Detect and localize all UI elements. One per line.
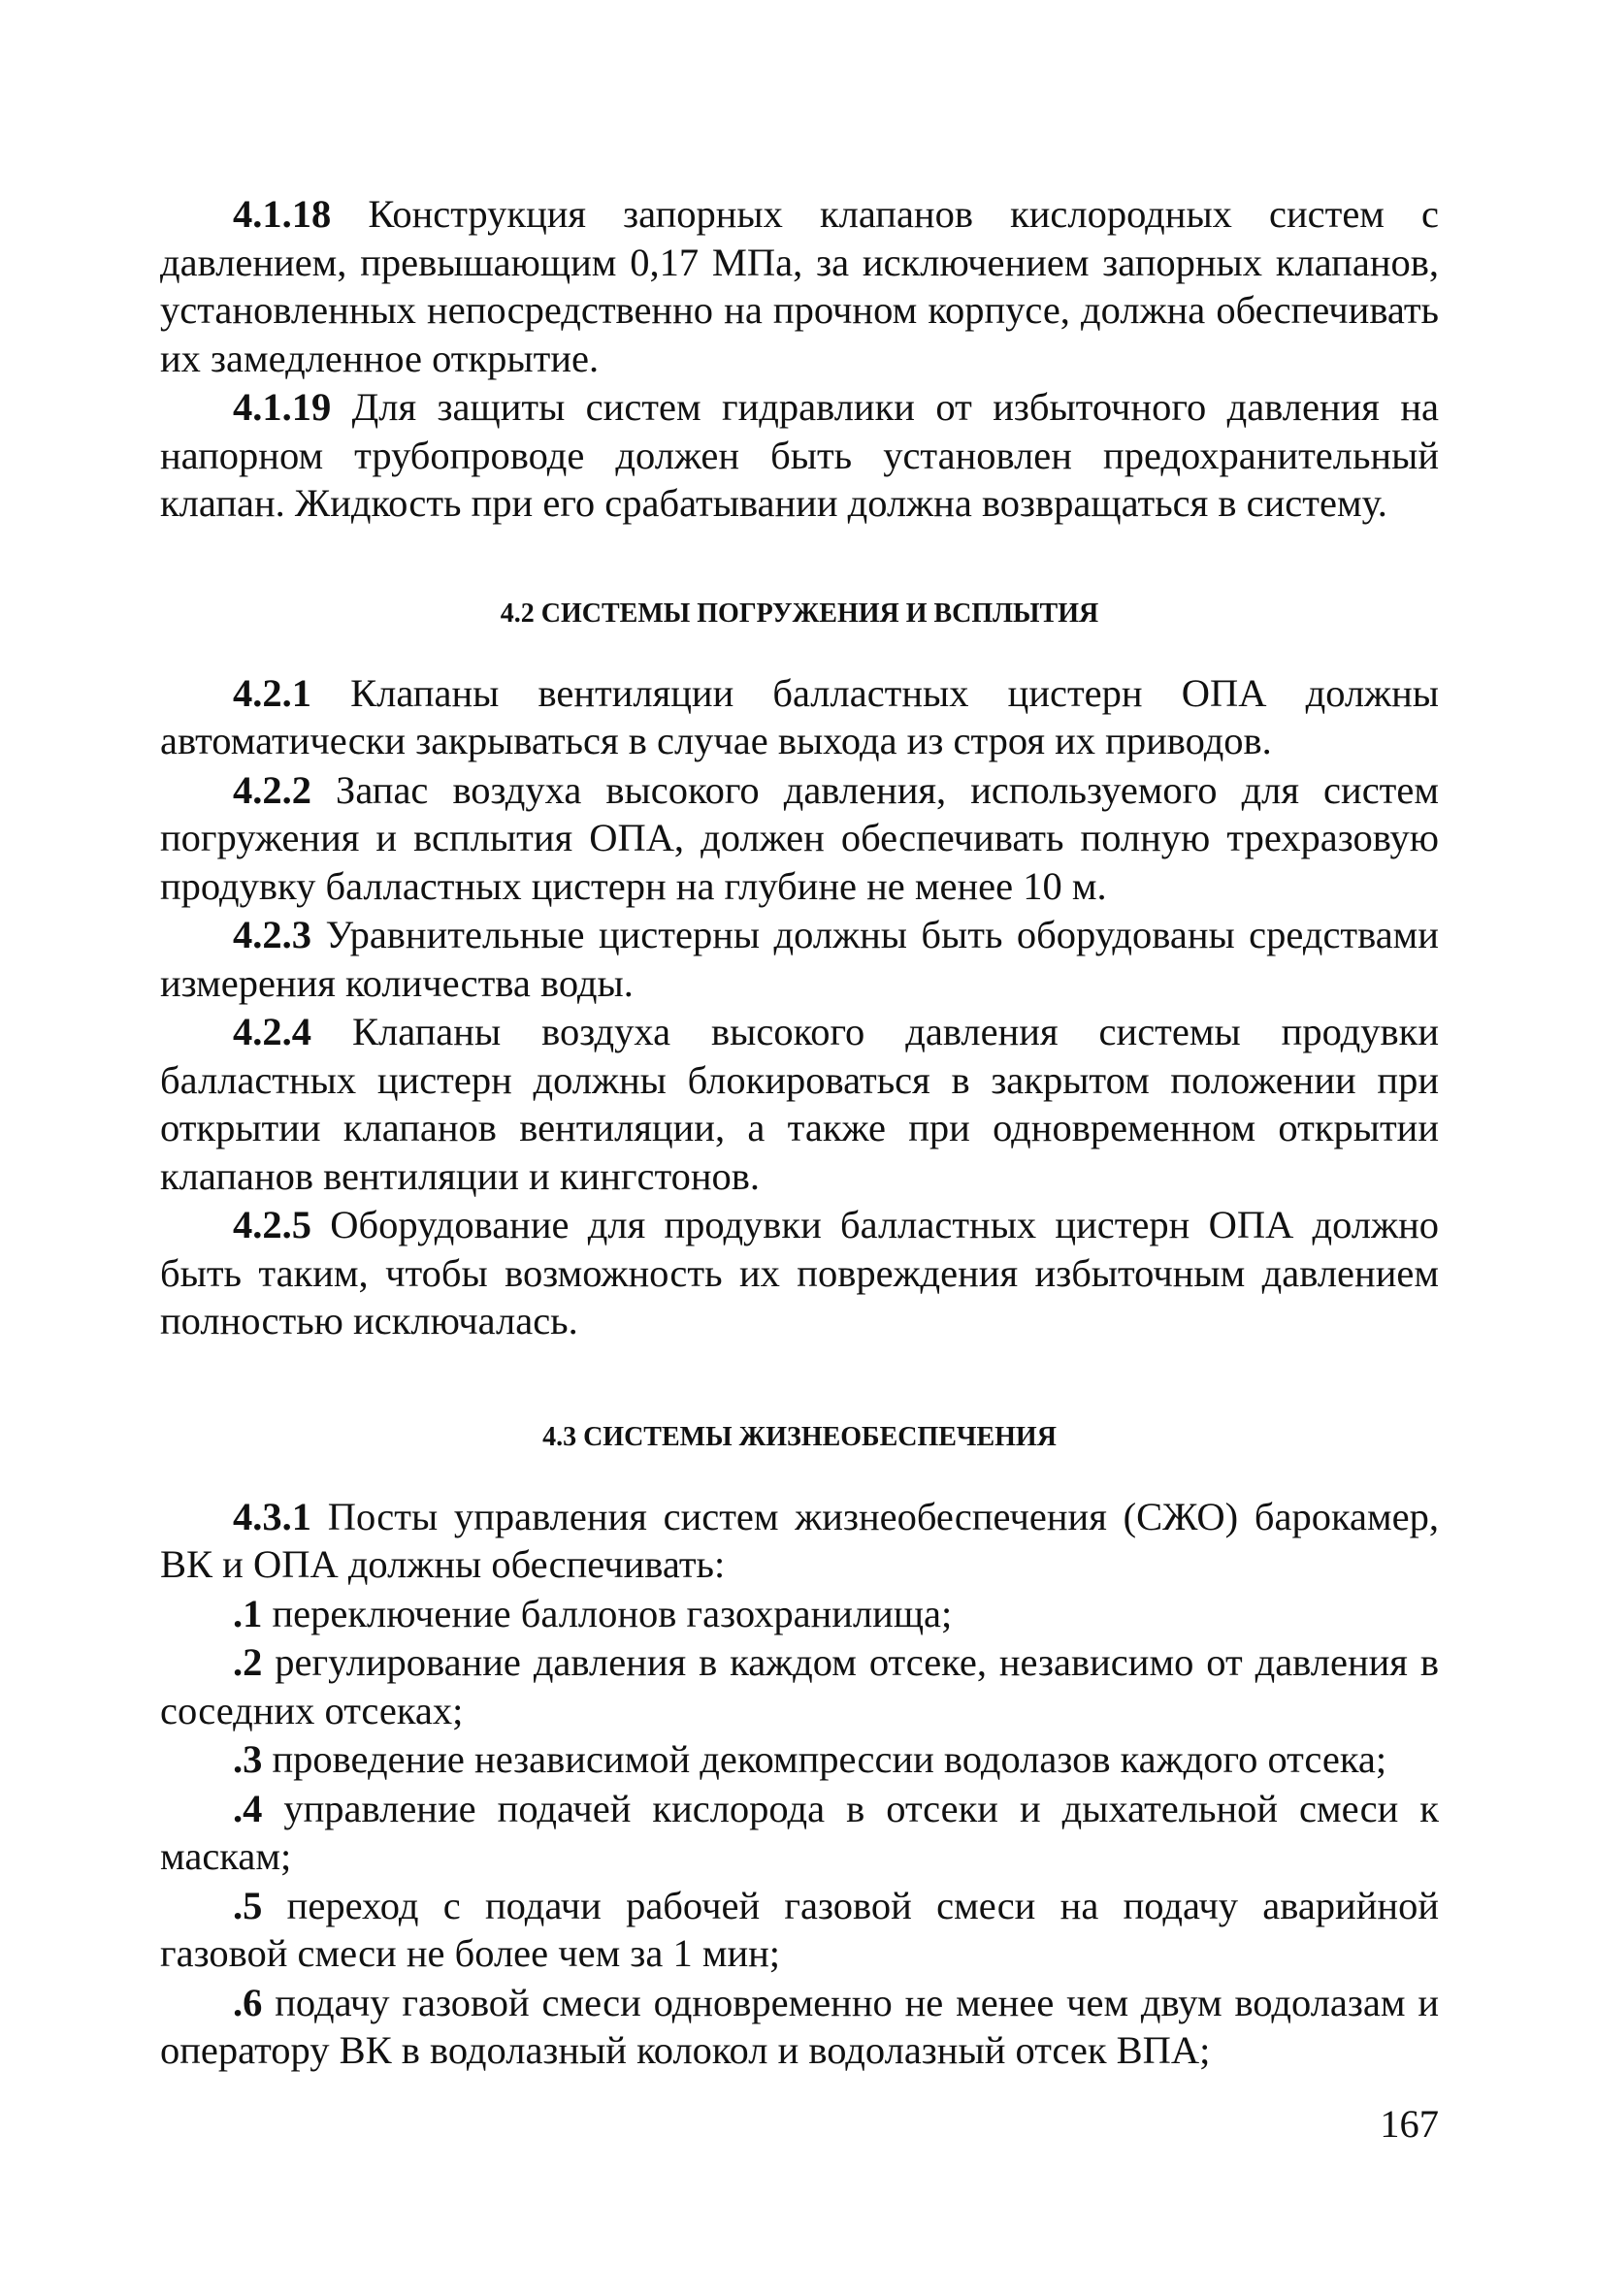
paragraph-number: 4.2.4: [233, 1010, 311, 1053]
paragraph-text: Посты управления систем жизнеобеспечения (СЖО) барокамер, ВК и ОПА должны обеспечивать:: [160, 1494, 1439, 1586]
list-item-5: [160, 1882, 1439, 1978]
list-item-6: [160, 1979, 1439, 2075]
paragraph-number: 4.2.1: [233, 670, 311, 715]
paragraph-4-1-19: [160, 383, 1439, 528]
paragraph-text: Оборудование для продувки балластных цистерн ОПА должно быть таким, чтобы возможность их повреждения избыточным давлением полностью исключалась.: [160, 1203, 1439, 1342]
page-number: 167: [1380, 2102, 1439, 2146]
paragraph-4-2-4: [160, 1008, 1439, 1200]
list-item-text: переход с подачи рабочей газовой смеси на подачу аварийной газовой смеси не более чем за 1 мин;: [160, 1883, 1439, 1975]
list-item-1: [160, 1590, 1439, 1638]
paragraph-number: 4.1.18: [233, 192, 332, 236]
list-item-number: .2: [233, 1640, 263, 1684]
paragraph-number: 4.3.1: [233, 1494, 311, 1538]
section-heading-4-2: 4.2 СИСТЕМЫ ПОГРУЖЕНИЯ И ВСПЛЫТИЯ: [500, 598, 1099, 629]
paragraph-text: Конструкция запорных клапанов кислородных систем с давлением, превышающим 0,17 МПа, за исключением запорных клапанов, установленных непосредственно на прочном корпусе, должна обеспечивать их замедленное открытие.: [160, 192, 1439, 380]
paragraph-4-3-1: [160, 1493, 1439, 1589]
paragraph-number: 4.1.19: [233, 385, 332, 429]
paragraph-text: Клапаны вентиляции балластных цистерн ОПА должны автоматически закрываться в случае выхода из строя их приводов.: [160, 670, 1439, 762]
list-item-2: [160, 1638, 1439, 1734]
paragraph-4-2-3: [160, 911, 1439, 1007]
paragraph-text: Запас воздуха высокого давления, используемого для систем погружения и всплытия ОПА, должен обеспечивать полную трехразовую продувку балластных цистерн на глубине не менее 10 м.: [160, 767, 1439, 908]
paragraph-4-2-2: [160, 766, 1439, 911]
paragraph-number: 4.2.5: [233, 1203, 311, 1246]
paragraph-number: 4.2.2: [233, 767, 311, 812]
list-item-3: [160, 1735, 1439, 1784]
page-content: [160, 190, 1439, 2076]
list-item-text: переключение баллонов газохранилища;: [262, 1591, 953, 1635]
section-heading-4-3: 4.3 СИСТЕМЫ ЖИЗНЕОБЕСПЕЧЕНИЯ: [542, 1421, 1057, 1452]
list-item-number: .5: [233, 1883, 263, 1927]
paragraph-number: 4.2.3: [233, 913, 311, 956]
paragraph-4-2-1: [160, 669, 1439, 765]
paragraph-text: Для защиты систем гидравлики от избыточного давления на напорном трубопроводе должен быть установлен предохранительный клапан. Жидкость при его срабатывании должна возвращаться в систему.: [160, 385, 1439, 525]
list-item-text: регулирование давления в каждом отсеке, независимо от давления в соседних отсеках;: [160, 1640, 1439, 1732]
list-item-4: [160, 1785, 1439, 1881]
paragraph-4-2-5: [160, 1201, 1439, 1345]
list-item-text: подачу газовой смеси одновременно не менее чем двум водолазам и оператору ВК в водолазный колокол и водолазный отсек ВПА;: [160, 1980, 1439, 2072]
list-item-number: .4: [233, 1786, 263, 1830]
list-item-number: .3: [233, 1737, 263, 1781]
list-item-number: .6: [233, 1980, 263, 2024]
list-item-text: проведение независимой декомпрессии водолазов каждого отсека;: [262, 1737, 1387, 1781]
paragraph-text: Уравнительные цистерны должны быть оборудованы средствами измерения количества воды.: [160, 913, 1439, 1005]
list-item-text: управление подачей кислорода в отсеки и дыхательной смеси к маскам;: [160, 1786, 1439, 1878]
list-item-number: .1: [233, 1591, 263, 1635]
paragraph-text: Клапаны воздуха высокого давления системы продувки балластных цистерн должны блокироваться в закрытом положении при открытии клапанов вентиляции, а также при одновременном открытии клапанов вентиляции и кингстонов.: [160, 1010, 1439, 1198]
paragraph-4-1-18: [160, 190, 1439, 382]
